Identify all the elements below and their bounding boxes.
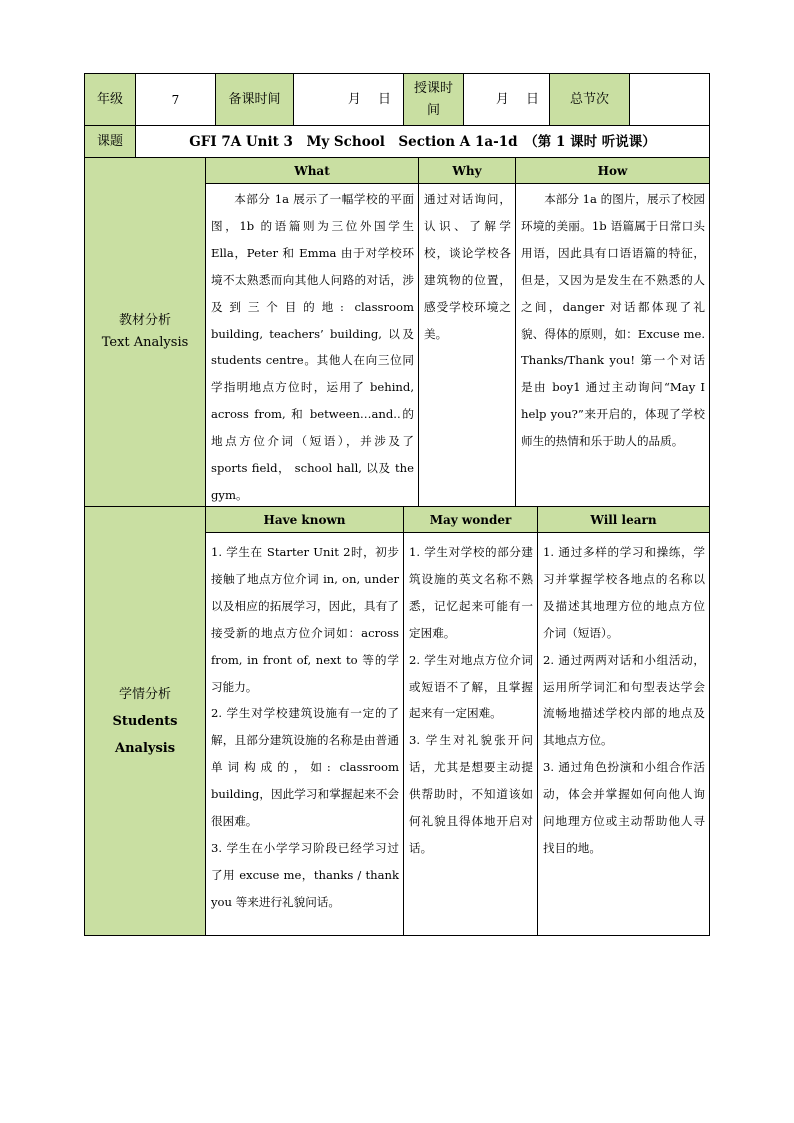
how-text: 本部分 1a 的图片，展示了校园环境的美丽。1b 语篇属于日常口头用语，因此具有口语语篇的特征，但是，又因为是发生在不熟悉的人之间，danger 对话都体现了礼貌、得体的原则，如：Excuse me. Thanks/Thank you! 第一个对话是由 boy1 通过主动询问“May I help you?”来开启的，体现了学校师生的热情和乐于助人的品质。 [516, 184, 709, 507]
text-analysis-label-cn: 教材分析 [118, 313, 171, 328]
students-analysis-label [85, 507, 206, 935]
grade-value: 7 [136, 74, 216, 126]
total-value [630, 74, 709, 126]
list-item: 2. 学生对地点方位介词或短语不了解，且掌握起来有一定困难。 [409, 652, 533, 721]
list-item: 3. 学生对礼貌张开问话，尤其是想要主动提供帮助时，不知道该如何礼貌且得体地开启对话。 [409, 733, 533, 855]
list-item: 3. 学生在小学学习阶段已经学习过了用 excuse me，thanks / thank you 等来进行礼貌问话。 [211, 840, 399, 909]
will-learn-text [538, 533, 709, 935]
list-item: 1. 通过多样的学习和操练，学习并掌握学校各地点的名称以及描述其地理方位的地点方位介词（短语）。 [543, 545, 705, 640]
why-header: Why [419, 158, 516, 184]
lesson-plan-table [84, 73, 710, 936]
total-label: 总节次 [550, 74, 630, 126]
students-analysis-label-en-1: Students [112, 713, 178, 729]
topic-label: 课题 [85, 126, 136, 158]
how-header: How [516, 158, 709, 184]
list-item: 1. 学生对学校的部分建筑设施的英文名称不熟悉，记忆起来可能有一定困难。 [409, 545, 533, 640]
list-item: 1. 学生在 Starter Unit 2时，初步接触了地点方位介词 in, on, under 以及相应的拓展学习，因此，具有了接受新的地点方位介词如：across from, in front of, next to 等的学习能力。 [211, 545, 399, 694]
why-text: 通过对话询问，认识、了解学校，谈论学校各建筑物的位置，感受学校环境之美。 [419, 184, 516, 507]
students-analysis-label-en-2: Analysis [114, 740, 176, 756]
students-analysis-label-cn: 学情分析 [118, 686, 171, 702]
teach-time-label: 授课时间 [404, 74, 464, 126]
text-analysis-label-en: Text Analysis [101, 335, 189, 350]
have-known-header: Have known [206, 507, 404, 533]
grade-label: 年级 [85, 74, 136, 126]
may-wonder-text [404, 533, 538, 935]
have-known-text [206, 533, 404, 935]
teach-time-value: 月 日 [464, 74, 550, 126]
may-wonder-header: May wonder [404, 507, 538, 533]
topic-value: GFI 7A Unit 3 My School Section A 1a-1d （第 1 课时 听说课） [136, 126, 709, 158]
will-learn-header: Will learn [538, 507, 709, 533]
text-analysis-label [85, 158, 206, 507]
what-text: 本部分 1a 展示了一幅学校的平面图，1b 的语篇则为三位外国学生 Ella，Peter 和 Emma 由于对学校环境不太熟悉而向其他人问路的对话，涉及到三个目的地: classroom building, teachers’ building, 以及 students centre。其他人在向三位同学指明地点方位时，运用了 behind, across from, 和 between…and..的地点方位介词（短语），并涉及了 sports field， school hall, 以及 the gym。 [206, 184, 419, 507]
prep-time-label: 备课时间 [216, 74, 294, 126]
list-item: 2. 学生对学校建筑设施有一定的了解，且部分建筑设施的名称是由普通单词构成的，如: classroom building，因此学习和掌握起来不会很困难。 [211, 706, 399, 829]
prep-time-value: 月 日 [294, 74, 404, 126]
list-item: 2. 通过两两对话和小组活动，运用所学词汇和句型表达学会流畅地描述学校内部的地点及其地点方位。 [543, 652, 705, 748]
what-header: What [206, 158, 419, 184]
list-item: 3. 通过角色扮演和小组合作活动，体会并掌握如何向他人询问地理方位或主动帮助他人寻找目的地。 [543, 760, 705, 855]
